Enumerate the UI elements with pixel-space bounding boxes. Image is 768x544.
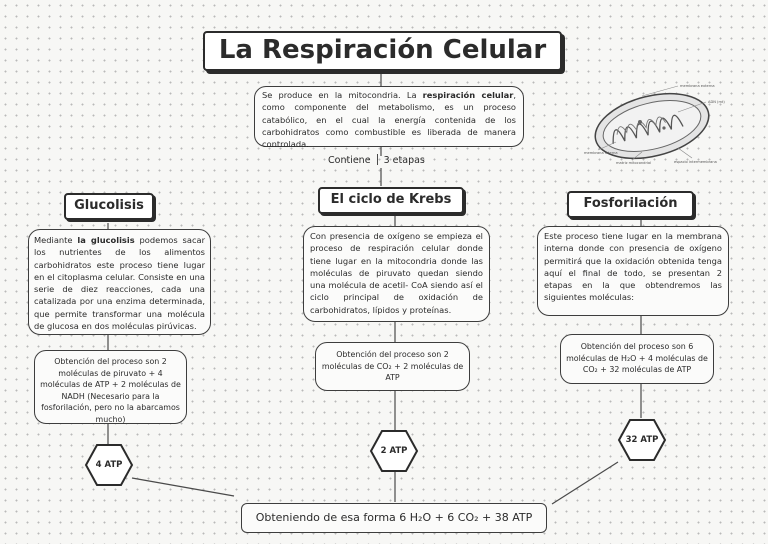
contains-label [328,154,425,166]
intro-text-after: , como componente del metabolismo, es un proceso catabólico, en el cual la energía contenida de los carbohidratos como combustible es liberada de manera controlada. [262,90,517,150]
glucolisis-desc-bold: la glucolisis [77,235,135,245]
krebs-atp-hexagon [369,429,419,473]
glucolisis-heading-text: Glucolisis [74,198,144,213]
page-title [203,31,562,71]
final-result-text: Obteniendo de esa forma 6 H₂O + 6 CO₂ + 38 ATP [255,511,533,524]
mitochondria-icon [582,70,748,170]
glucolisis-result-box [34,350,187,424]
glucolisis-result-text: Obtención del proceso son 2 moléculas de piruvato + 4 moléculas de ATP + 2 moléculas de NADH (Necesario para la fosforilación, pero no la abarcamos mucho) [40,357,181,424]
glucolisis-desc-after: podemos sacar los nutrientes de los alimentos carbohidratos este proceso tiene lugar en el citoplasma celular. Consiste en una serie de diez reacciones, cada una catalizada por una enzima determinada, que permite transformar una molécula de glucosa en dos moléculas pirúvicas. [34,235,205,332]
glucolisis-atp-hexagon [84,443,134,487]
glucolisis-desc-before: Mediante [34,235,78,245]
fosforilacion-desc-text: Este proceso tiene lugar en la membrana interna donde con presencia de oxígeno permitirá que la oxidación obtenida tenga aquí el final de todo, se presentan 2 etapas en la que obtendremos las siguientes moléculas: [544,231,722,303]
fosforilacion-heading [567,191,694,218]
krebs-result-text: Obtención del proceso son 2 moléculas de CO₂ + 2 moléculas de ATP [321,350,464,383]
fosforilacion-result-text: Obtención del proceso son 6 moléculas de H₂O + 4 moléculas de CO₂ + 32 moléculas de ATP [566,342,708,375]
fosforilacion-desc-box [537,226,729,316]
connector-right-final [552,462,618,504]
krebs-atp-label: 2 ATP [380,446,408,456]
krebs-desc-box [303,226,490,322]
fosforilacion-atp-label: 32 ATP [625,435,659,445]
contains-left: Contiene [328,155,371,166]
mito-label-inner: membrana interna [584,151,618,155]
glucolisis-desc-box [28,229,211,335]
intro-box [254,86,524,150]
krebs-heading [318,187,464,214]
mito-label-outer: membrana externa [680,84,715,88]
krebs-result-box [315,342,470,391]
fosforilacion-heading-text: Fosforilación [583,196,678,211]
connector-left-final [132,478,234,496]
krebs-desc-text: Con presencia de oxígeno se empieza el proceso de respiración celular donde tiene lugar en la mitocondria donde las moléculas de piruvato quedan siendo una molécula de acetil- CoA siendo así el ciclo principal de oxidación de carbohidratos, lípidos y proteínas. [310,231,483,315]
fosforilacion-result-box [560,334,714,384]
mito-label-dna: ADN (mt) [708,100,725,104]
page-title-text: La Respiración Celular [218,35,547,65]
mito-label-matrix: matriz mitocondrial [616,161,652,165]
contains-right: 3 etapas [383,155,425,166]
final-result-box [241,503,547,533]
intro-text-bold: respiración celular [422,90,514,100]
fosforilacion-atp-hexagon [617,418,667,462]
mito-label-intermembrane: espacio intermembrana [674,160,717,164]
glucolisis-atp-label: 4 ATP [95,460,123,470]
krebs-heading-text: El ciclo de Krebs [330,192,452,207]
intro-text-before: Se produce en la mitocondria. La [262,90,423,100]
glucolisis-heading [64,193,154,220]
mitochondria-image [582,70,748,170]
